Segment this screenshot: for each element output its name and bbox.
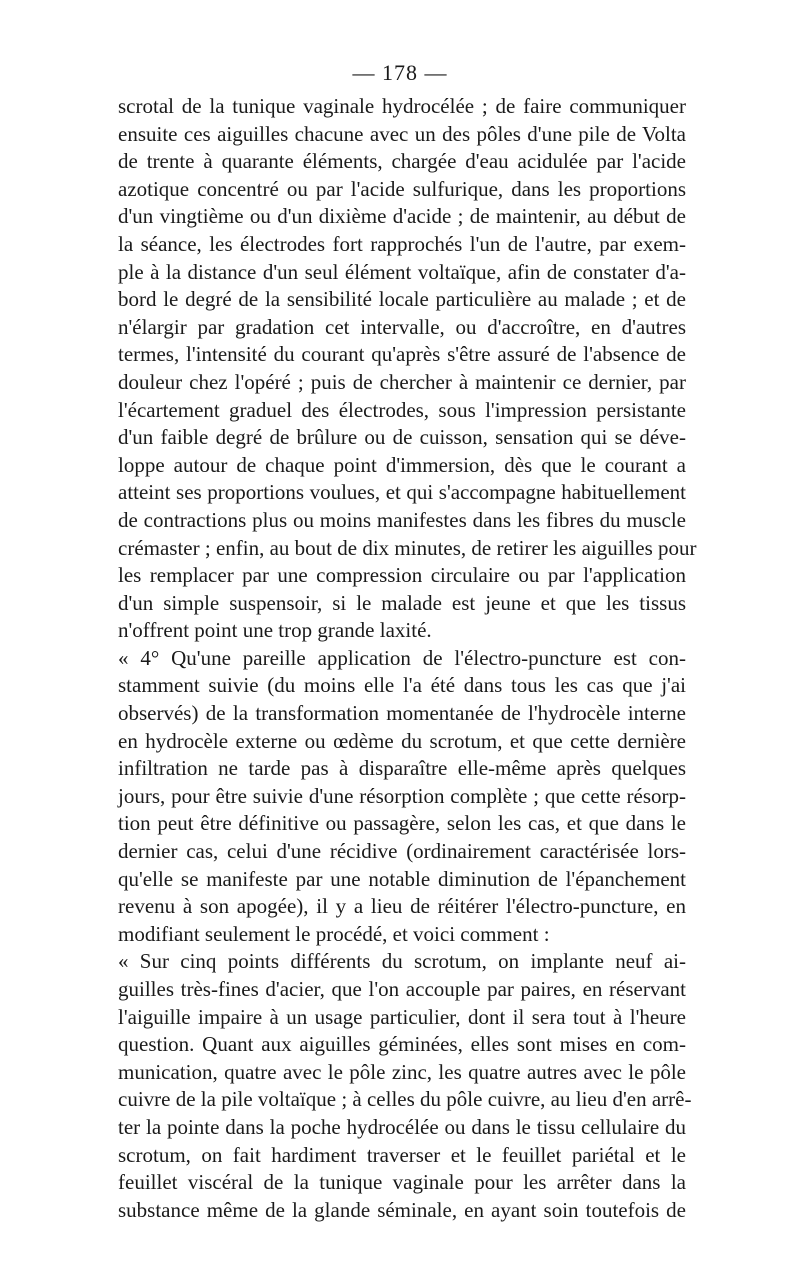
text-line: guilles très-fines d'acier, que l'on accouple par paires, en réservant [118, 977, 686, 1001]
text-line: ter la pointe dans la poche hydrocélée ou dans le tissu cellulaire du [118, 1114, 686, 1139]
text-line: de contractions plus ou moins manifestes dans les fibres du muscle [118, 507, 686, 532]
text-line: tion peut être définitive ou passagère, selon les cas, et que dans le [118, 811, 686, 836]
text-line: munication, quatre avec le pôle zinc, les quatre autres avec le pôle [118, 1059, 686, 1084]
text-line: de trente à quarante éléments, chargée d'eau acidulée par l'acide [118, 149, 686, 174]
text-line: revenu à son apogée), il y a lieu de réitérer l'électro-puncture, en [118, 894, 686, 919]
text-line: « 4° Qu'une pareille application de l'électro-puncture est con- [118, 645, 686, 670]
text-line: question. Quant aux aiguilles géminées, elles sont mises en com- [118, 1032, 686, 1057]
text-line: la séance, les électrodes fort rapprochés l'un de l'autre, par exem- [118, 231, 686, 256]
text-line: ple à la distance d'un seul élément voltaïque, afin de constater d'a- [118, 259, 686, 284]
text-line: feuillet viscéral de la tunique vaginale pour les arrêter dans la [118, 1170, 686, 1195]
text-line: d'un vingtième ou d'un dixième d'acide ; de maintenir, au début de [118, 204, 686, 229]
text-line: douleur chez l'opéré ; puis de chercher à maintenir ce dernier, par [118, 369, 686, 394]
text-line: crémaster ; enfin, au bout de dix minutes, de retirer les aiguilles pour [118, 535, 697, 560]
text-line: substance même de la glande séminale, en ayant soin toutefois de [118, 1197, 686, 1222]
text-line: n'offrent point une trop grande laxité. [118, 618, 432, 643]
text-line: « Sur cinq points différents du scrotum, on implante neuf ai- [118, 949, 686, 974]
text-line: atteint ses proportions voulues, et qui s'accompagne habituellement [118, 480, 686, 505]
text-line: ensuite ces aiguilles chacune avec un des pôles d'une pile de Volta [118, 121, 686, 146]
text-line: l'écartement graduel des électrodes, sous l'impression persistante [118, 397, 686, 422]
text-line: bord le degré de la sensibilité locale particulière au malade ; et de [118, 287, 686, 312]
text-line: l'aiguille impaire à un usage particulier, dont il sera tout à l'heure [118, 1004, 686, 1029]
text-line: d'un simple suspensoir, si le malade est jeune et que les tissus [118, 590, 686, 615]
text-line: stamment suivie (du moins elle l'a été dans tous les cas que j'ai [118, 673, 686, 698]
text-line: scrotum, on fait hardiment traverser et le feuillet pariétal et le [118, 1142, 686, 1167]
text-line: cuivre de la pile voltaïque ; à celles du pôle cuivre, au lieu d'en arrê- [118, 1087, 692, 1112]
page-number: — 178 — [352, 60, 448, 85]
text-line: modifiant seulement le procédé, et voici comment : [118, 921, 550, 946]
text-line: loppe autour de chaque point d'immersion, dès que le courant a [118, 452, 686, 477]
text-line: azotique concentré ou par l'acide sulfurique, dans les proportions [118, 176, 686, 201]
text-line: infiltration ne tarde pas à disparaître elle-même après quelques [118, 756, 686, 781]
text-line: dernier cas, celui d'une récidive (ordinairement caractérisée lors- [118, 839, 686, 864]
text-line: observés) de la transformation momentanée de l'hydrocèle interne [118, 701, 686, 726]
text-line: en hydrocèle externe ou œdème du scrotum, et que cette dernière [118, 728, 686, 753]
text-line: n'élargir par gradation cet intervalle, ou d'accroître, en d'autres [118, 314, 686, 339]
text-line: d'un faible degré de brûlure ou de cuisson, sensation qui se déve- [118, 425, 686, 450]
text-line: qu'elle se manifeste par une notable diminution de l'épanchement [118, 866, 686, 891]
text-line: jours, pour être suivie d'une résorption complète ; que cette résorp- [118, 783, 686, 808]
text-line: scrotal de la tunique vaginale hydrocélée ; de faire communiquer [118, 94, 686, 118]
text-line: les remplacer par une compression circulaire ou par l'application [118, 563, 686, 588]
body-text [118, 93, 697, 1224]
text-line: termes, l'intensité du courant qu'après s'être assuré de l'absence de [118, 342, 686, 367]
